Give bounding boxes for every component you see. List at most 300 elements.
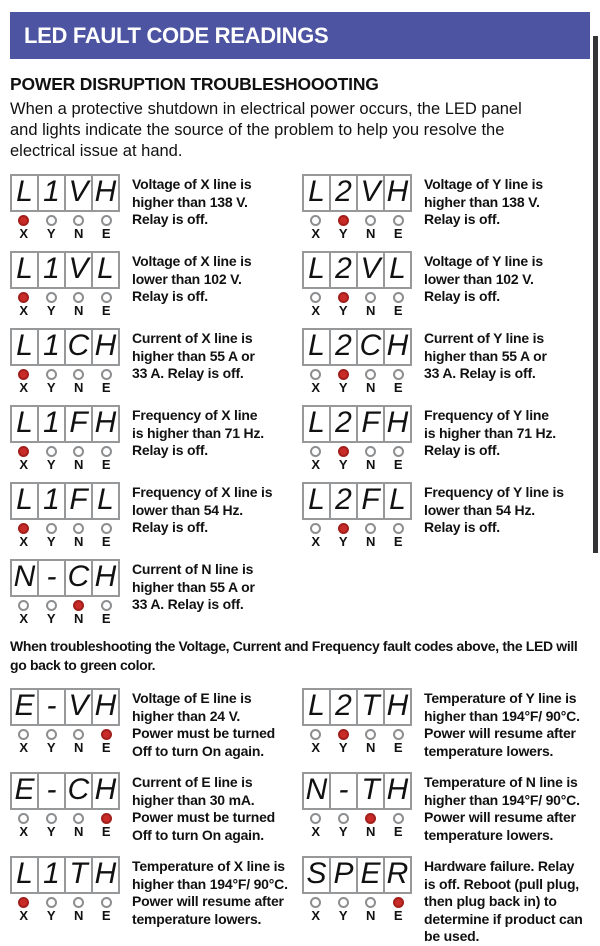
off-led-dot (46, 215, 57, 226)
led-digit: P (329, 858, 356, 892)
led-display (10, 856, 120, 894)
indicator-N (65, 523, 93, 549)
red-led-dot (18, 446, 29, 457)
description-line: Relay is off. (424, 519, 500, 535)
indicator-label: Y (338, 908, 348, 923)
troubleshooting-note (10, 637, 592, 675)
red-led-dot (18, 215, 29, 226)
description-line: Current of X line is (132, 330, 253, 346)
led-digit: 1 (37, 407, 64, 441)
description-line: Relay is off. (424, 288, 500, 304)
fault-description (132, 559, 255, 625)
indicator-label: X (19, 740, 29, 755)
led-digit: F (64, 484, 91, 518)
indicator-E (93, 369, 121, 395)
indicator-Y (38, 523, 66, 549)
off-led-dot (338, 813, 349, 824)
led-digit: L (383, 484, 410, 518)
off-led-dot (101, 369, 112, 380)
indicator-E (93, 813, 121, 839)
indicator-X (302, 292, 330, 318)
indicator-label: X (19, 908, 29, 923)
indicator-E (385, 523, 413, 549)
description-line: temperature lowers. (424, 742, 554, 759)
indicator-E (385, 369, 413, 395)
fault-description (424, 405, 556, 471)
led-display (302, 328, 412, 366)
led-digit: L (308, 329, 325, 362)
fault-entry-L1CH (10, 328, 302, 394)
fault-description (132, 328, 255, 394)
led-column (302, 251, 412, 317)
off-led-dot (46, 292, 57, 303)
note-line: When troubleshooting the Voltage, Current and Frequency fault codes above, the LED will (10, 638, 578, 654)
led-digit: 1 (37, 253, 64, 287)
led-column (10, 856, 120, 946)
off-led-dot (46, 897, 57, 908)
off-led-dot (365, 292, 376, 303)
indicator-label: N (366, 457, 376, 472)
fault-description (424, 251, 543, 317)
off-led-dot (101, 897, 112, 908)
led-digit: 1 (37, 176, 64, 210)
indicator-X (10, 729, 38, 755)
fault-entry-L2TH (302, 688, 592, 760)
description-line: Current of E line is (132, 774, 253, 790)
indicator-label: N (366, 380, 376, 395)
description-line: lower than 102 V. (424, 270, 534, 287)
indicator-E (385, 292, 413, 318)
off-led-dot (73, 897, 84, 908)
indicator-lights (10, 600, 120, 626)
off-led-dot (393, 215, 404, 226)
off-led-dot (365, 729, 376, 740)
off-led-dot (46, 600, 57, 611)
off-led-dot (46, 523, 57, 534)
led-digit: F (64, 407, 91, 441)
led-digit: L (16, 483, 33, 516)
fault-description (424, 482, 564, 548)
indicator-label: N (74, 303, 84, 318)
description-line: Relay is off. (132, 519, 208, 535)
indicator-lights (302, 729, 412, 755)
off-led-dot (101, 600, 112, 611)
off-led-dot (365, 369, 376, 380)
led-digit: L (308, 689, 325, 722)
indicator-label: N (74, 226, 84, 241)
led-display (302, 405, 412, 443)
description-line: lower than 54 Hz. (132, 501, 243, 518)
indicator-X (302, 523, 330, 549)
description-line: Power will resume after (132, 893, 284, 909)
led-digit: V (356, 176, 383, 210)
off-led-dot (310, 215, 321, 226)
indicator-N (65, 369, 93, 395)
off-led-dot (365, 897, 376, 908)
description-line: determine if product can (424, 910, 583, 927)
indicator-label: N (74, 740, 84, 755)
fault-entry-L1VH (10, 174, 302, 240)
indicator-lights (302, 292, 412, 318)
led-digit: H (383, 176, 410, 210)
fault-entry-NTH (302, 772, 592, 844)
fault-entry-L1VL (10, 251, 302, 317)
off-led-dot (101, 215, 112, 226)
indicator-label: X (19, 380, 29, 395)
fault-entry-NCH (10, 559, 302, 625)
fault-description (132, 405, 264, 471)
indicator-label: N (74, 908, 84, 923)
indicator-N (65, 897, 93, 923)
led-digit: 2 (329, 484, 356, 518)
off-led-dot (393, 813, 404, 824)
indicator-label: Y (46, 226, 56, 241)
description-line: higher than 55 A or (424, 347, 547, 364)
fault-entry-L1FL (10, 482, 302, 548)
led-display (10, 688, 120, 726)
indicator-E (93, 897, 121, 923)
indicator-X (302, 729, 330, 755)
led-digit: - (37, 561, 64, 595)
indicator-lights (302, 369, 412, 395)
led-digit: H (383, 330, 410, 364)
indicator-Y (330, 369, 358, 395)
led-digit: L (383, 253, 410, 287)
led-digit: F (356, 484, 383, 518)
indicator-lights (302, 446, 412, 472)
led-display (302, 482, 412, 520)
description-line: 33 A. Relay is off. (424, 365, 536, 381)
indicator-X (10, 292, 38, 318)
description-line: Voltage of Y line is (424, 253, 543, 269)
description-line: Voltage of Y line is (424, 176, 543, 192)
indicator-label: N (366, 226, 376, 241)
indicator-X (302, 369, 330, 395)
indicator-E (93, 446, 121, 472)
led-column (302, 482, 412, 548)
fault-entry-SPER (302, 856, 592, 946)
indicator-N (357, 292, 385, 318)
indicator-X (302, 215, 330, 241)
description-line: higher than 55 A or (132, 578, 255, 595)
fault-description (132, 688, 275, 760)
description-line: Voltage of X line is (132, 176, 252, 192)
indicator-label: Y (338, 457, 348, 472)
off-led-dot (393, 446, 404, 457)
indicator-N (357, 369, 385, 395)
led-digit: 2 (329, 253, 356, 287)
indicator-Y (330, 292, 358, 318)
indicator-lights (302, 897, 412, 923)
description-line: temperature lowers. (132, 910, 262, 927)
indicator-label: N (366, 908, 376, 923)
red-led-dot (338, 729, 349, 740)
indicator-X (10, 600, 38, 626)
led-digit: - (37, 690, 64, 724)
indicator-label: Y (46, 534, 56, 549)
indicator-label: X (19, 457, 29, 472)
indicator-Y (38, 215, 66, 241)
indicator-label: X (311, 457, 321, 472)
off-led-dot (18, 729, 29, 740)
led-digit: V (64, 253, 91, 287)
led-digit: E (14, 773, 35, 806)
indicator-label: X (19, 226, 29, 241)
led-digit: H (91, 774, 118, 808)
led-display (10, 328, 120, 366)
description-line: higher than 194°F/ 90°C. (424, 707, 580, 724)
led-digit: L (308, 252, 325, 285)
description-line: Hardware failure. Relay (424, 858, 575, 874)
off-led-dot (73, 369, 84, 380)
off-led-dot (73, 446, 84, 457)
indicator-Y (38, 446, 66, 472)
indicator-label: Y (46, 824, 56, 839)
description-line: Frequency of X line (132, 407, 258, 423)
indicator-label: X (19, 824, 29, 839)
indicator-label: E (393, 380, 403, 395)
indicator-E (93, 523, 121, 549)
fault-description (132, 174, 251, 240)
led-digit: E (356, 858, 383, 892)
indicator-Y (38, 729, 66, 755)
red-led-dot (73, 600, 84, 611)
led-digit: L (16, 857, 33, 890)
indicator-label: E (101, 226, 111, 241)
indicator-label: E (393, 457, 403, 472)
indicator-Y (330, 897, 358, 923)
off-led-dot (73, 215, 84, 226)
description-line: higher than 30 mA. (132, 791, 255, 808)
fault-description (424, 688, 580, 760)
indicator-label: E (393, 534, 403, 549)
led-display (302, 772, 412, 810)
description-line: higher than 138 V. (424, 193, 540, 210)
indicator-N (357, 215, 385, 241)
indicator-N (65, 292, 93, 318)
description-line: 33 A. Relay is off. (132, 596, 244, 612)
led-column (302, 328, 412, 394)
indicator-X (302, 813, 330, 839)
red-led-dot (338, 292, 349, 303)
off-led-dot (310, 369, 321, 380)
led-digit: H (91, 176, 118, 210)
indicator-E (93, 600, 121, 626)
indicator-label: Y (338, 534, 348, 549)
indicator-label: E (101, 380, 111, 395)
red-led-dot (338, 446, 349, 457)
indicator-Y (38, 600, 66, 626)
led-digit: L (16, 252, 33, 285)
red-led-dot (18, 292, 29, 303)
led-digit: C (64, 330, 91, 364)
description-line: Current of Y line is (424, 330, 544, 346)
off-led-dot (101, 446, 112, 457)
off-led-dot (310, 523, 321, 534)
indicator-lights (302, 215, 412, 241)
led-digit: T (356, 774, 383, 808)
intro-line: When a protective shutdown in electrical power occurs, the LED panel (10, 100, 522, 118)
fault-description (424, 174, 543, 240)
description-line: Temperature of Y line is (424, 690, 577, 706)
led-digit: R (383, 858, 410, 892)
indicator-N (357, 523, 385, 549)
intro-line: and lights indicate the source of the problem to help you resolve the (10, 121, 505, 139)
led-column (10, 328, 120, 394)
description-line: lower than 102 V. (132, 270, 242, 287)
indicator-label: E (101, 611, 111, 626)
indicator-label: E (101, 824, 111, 839)
red-led-dot (101, 729, 112, 740)
indicator-lights (10, 369, 120, 395)
description-line: Off to turn On again. (132, 742, 264, 759)
indicator-label: N (74, 457, 84, 472)
description-line: Current of N line is (132, 561, 254, 577)
led-digit: T (64, 858, 91, 892)
red-led-dot (393, 897, 404, 908)
led-display (10, 405, 120, 443)
indicator-label: N (74, 611, 84, 626)
indicator-label: Y (46, 457, 56, 472)
indicator-N (65, 215, 93, 241)
description-line: Power must be turned (132, 725, 276, 741)
indicator-label: Y (338, 226, 348, 241)
led-digit: 2 (329, 690, 356, 724)
indicator-N (357, 446, 385, 472)
indicator-X (302, 446, 330, 472)
indicator-X (10, 813, 38, 839)
indicator-label: X (19, 303, 29, 318)
led-digit: 2 (329, 407, 356, 441)
led-display (10, 174, 120, 212)
led-digit: H (383, 407, 410, 441)
indicator-lights (302, 523, 412, 549)
led-column (302, 688, 412, 760)
description-line: higher than 138 V. (132, 193, 248, 210)
indicator-N (65, 813, 93, 839)
indicator-Y (330, 523, 358, 549)
off-led-dot (310, 446, 321, 457)
indicator-N (357, 897, 385, 923)
indicator-label: Y (46, 740, 56, 755)
off-led-dot (365, 446, 376, 457)
led-display (10, 559, 120, 597)
led-display (302, 251, 412, 289)
led-column (10, 482, 120, 548)
indicator-Y (38, 813, 66, 839)
off-led-dot (365, 523, 376, 534)
description-line: Voltage of X line is (132, 253, 252, 269)
off-led-dot (101, 292, 112, 303)
fault-entry-L2VH (302, 174, 592, 240)
led-digit: 1 (37, 858, 64, 892)
indicator-N (65, 446, 93, 472)
led-digit: H (91, 690, 118, 724)
led-digit: S (306, 857, 327, 890)
indicator-label: N (74, 534, 84, 549)
led-digit: H (383, 690, 410, 724)
indicator-N (65, 600, 93, 626)
fault-entry-L1TH (10, 856, 302, 946)
indicator-label: X (311, 740, 321, 755)
indicator-label: Y (46, 380, 56, 395)
off-led-dot (393, 729, 404, 740)
red-led-dot (338, 215, 349, 226)
indicator-label: E (101, 740, 111, 755)
indicator-N (357, 813, 385, 839)
description-line: Relay is off. (132, 211, 208, 227)
red-led-dot (18, 369, 29, 380)
indicator-label: X (311, 824, 321, 839)
indicator-label: N (74, 824, 84, 839)
led-digit: N (305, 773, 328, 806)
led-digit: L (16, 175, 33, 208)
led-digit: H (383, 774, 410, 808)
led-digit: - (329, 774, 356, 808)
indicator-label: Y (338, 740, 348, 755)
led-display (302, 174, 412, 212)
led-column (10, 174, 120, 240)
indicator-label: X (311, 226, 321, 241)
off-led-dot (310, 729, 321, 740)
description-line: Power must be turned (132, 809, 276, 825)
led-digit: V (356, 253, 383, 287)
fault-entry-L2FL (302, 482, 592, 548)
indicator-label: X (311, 534, 321, 549)
page-title: LED FAULT CODE READINGS (24, 22, 329, 48)
indicator-Y (330, 215, 358, 241)
off-led-dot (73, 813, 84, 824)
intro-paragraph (10, 99, 592, 162)
page-content (10, 74, 592, 946)
off-led-dot (365, 215, 376, 226)
description-line: Power will resume after (424, 725, 576, 741)
led-digit: 1 (37, 484, 64, 518)
indicator-label: X (19, 534, 29, 549)
indicator-X (302, 897, 330, 923)
indicator-label: X (311, 908, 321, 923)
led-display (10, 772, 120, 810)
indicator-label: E (101, 457, 111, 472)
indicator-X (10, 446, 38, 472)
led-display (10, 251, 120, 289)
led-digit: C (356, 330, 383, 364)
indicator-label: E (393, 824, 403, 839)
description-line: Temperature of N line is (424, 774, 578, 790)
led-digit: V (64, 690, 91, 724)
description-line: lower than 54 Hz. (424, 501, 535, 518)
indicator-E (385, 813, 413, 839)
description-line: Frequency of Y line (424, 407, 549, 423)
indicator-label: E (393, 908, 403, 923)
led-display (10, 482, 120, 520)
indicator-label: Y (338, 380, 348, 395)
red-led-dot (338, 369, 349, 380)
off-led-dot (46, 446, 57, 457)
off-led-dot (393, 292, 404, 303)
fault-description (424, 856, 583, 946)
indicator-Y (330, 813, 358, 839)
led-digit: L (91, 253, 118, 287)
red-led-dot (338, 523, 349, 534)
description-line: Relay is off. (424, 211, 500, 227)
fault-description (132, 482, 272, 548)
off-led-dot (18, 813, 29, 824)
fault-description (132, 856, 288, 946)
description-line: Relay is off. (132, 442, 208, 458)
indicator-label: X (311, 303, 321, 318)
fault-entry-ECH (10, 772, 302, 844)
